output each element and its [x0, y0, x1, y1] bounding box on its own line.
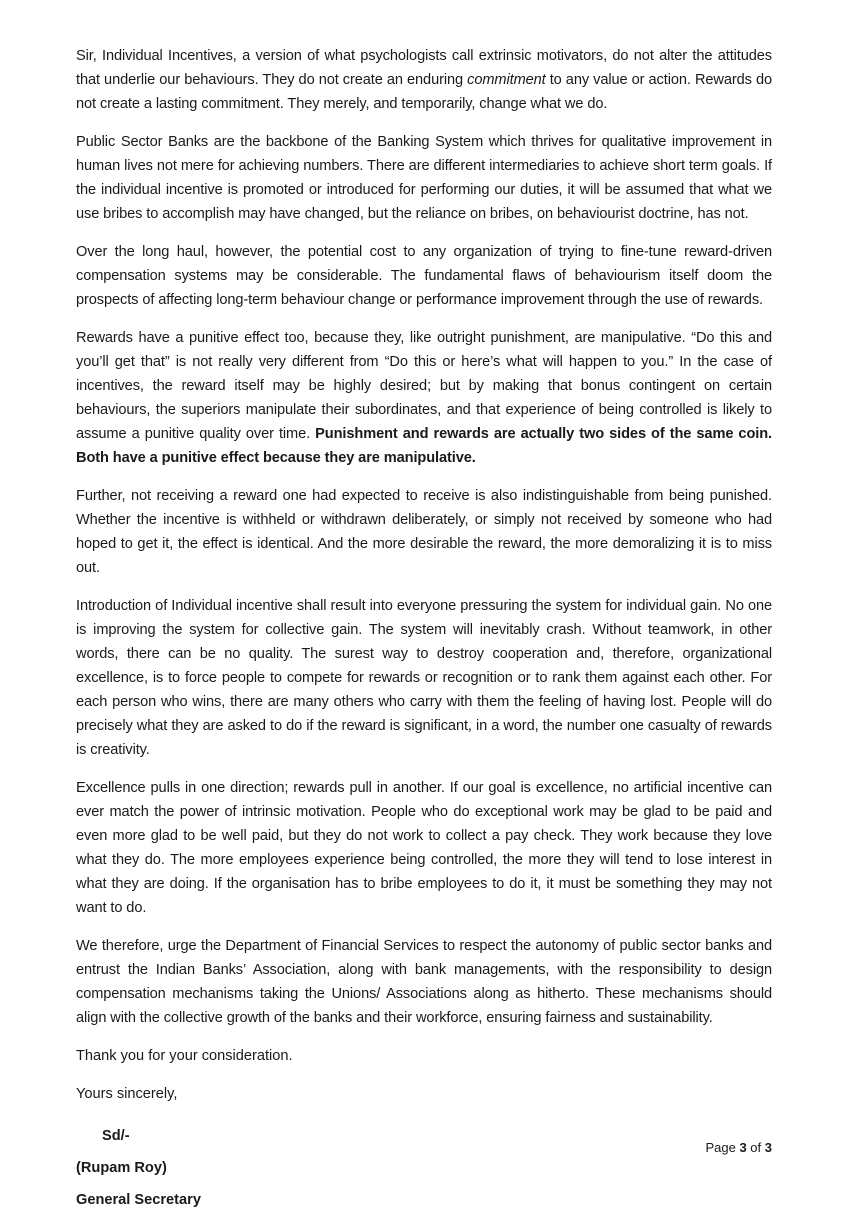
paragraph [76, 326, 772, 470]
paragraphs-container [76, 44, 772, 1030]
paragraph-text: Rewards have a punitive effect too, because they, like outright punishment, are manipulative. “Do this and you’ll get that” is not really very different from “Do this or here’s what will happen to you.” In the case of incentives, the reward itself may be highly desired; but by making that bonus contingent on certain behaviours, the superiors manipulate their subordinates, and that experience of being controlled is likely to assume a punitive quality over time. [76, 330, 772, 442]
paragraph [76, 130, 772, 226]
paragraph-text: to any value or action. Rewards do not create a lasting commitment. They merely, and temporarily, change what we do. [76, 72, 772, 112]
paragraph-text-italic: commitment [467, 72, 546, 88]
paragraph [76, 776, 772, 920]
page-total: 3 [764, 1140, 772, 1155]
paragraph-text: Sir, Individual Incentives, a version of what psychologists call extrinsic motivators, do not alter the attitudes that underlie our behaviours. They do not create an enduring [76, 48, 772, 88]
paragraph-text: We therefore, urge the Department of Financial Services to respect the autonomy of public sector banks and entrust the Indian Banks’ Association, along with bank managements, with the responsibility to design compensation mechanisms taking the Unions/ Associations along as hitherto. These mechanisms should align with the collective growth of the banks and their workforce, ensuring fairness and sustainability. [76, 938, 772, 1026]
page-number [705, 1140, 772, 1155]
letter-body [76, 44, 772, 1222]
paragraph-text-bold: Punishment and rewards are actually two sides of the same coin. Both have a punitive effect because they are manipulative. [76, 426, 772, 466]
page-label: Page [705, 1140, 736, 1155]
paragraph-text: Introduction of Individual incentive shall result into everyone pressuring the system for individual gain. No one is improving the system for collective gain. The system will inevitably crash. Without teamwork, in other words, there can be no quality. The surest way to destroy cooperation and, therefore, organizational excellence, is to force people to compete for rewards or recognition or to rank them against each other. For each person who wins, there are many others who carry with them the feeling of having lost. People will do precisely what they are asked to do if the reward is significant, in a word, the number one casualty of rewards is creativity. [76, 598, 772, 758]
paragraph-text: Public Sector Banks are the backbone of the Banking System which thrives for qualitative improvement in human lives not mere for achieving numbers. There are different intermediaries to achieve short term goals. If the individual incentive is promoted or introduced for performing our duties, it will be assumed that what we use bribes to accomplish may have changed, but the reliance on bribes, on behaviourist doctrine, has not. [76, 134, 772, 222]
paragraph-text: Over the long haul, however, the potential cost to any organization of trying to fine-tune reward-driven compensation systems may be considerable. The fundamental flaws of behaviourism itself doom the prospects of affecting long-term behaviour change or performance improvement through the use of rewards. [76, 244, 772, 308]
signatory-designation: General Secretary [76, 1192, 201, 1208]
salutation: Yours sincerely, [76, 1086, 178, 1102]
paragraph-text: Excellence pulls in one direction; rewards pull in another. If our goal is excellence, no artificial incentive can ever match the power of intrinsic motivation. People who do exceptional work may be glad to be paid and even more glad to be well paid, but they do not work to collect a pay check. They work because they love what they do. The more employees experience being controlled, the more they will tend to lose interest in what they are doing. If the organisation has to bribe employees to do it, it must be something they may not want to do. [76, 780, 772, 916]
paragraph-text: Further, not receiving a reward one had expected to receive is also indistinguishable from being punished. Whether the incentive is withheld or withdrawn deliberately, or simply not received by someone who had hoped to get it, the effect is identical. And the more desirable the reward, the more demoralizing it is to miss out. [76, 488, 772, 576]
page-of-label: of [750, 1140, 762, 1155]
page-current: 3 [739, 1140, 747, 1155]
signatory-name: (Rupam Roy) [76, 1160, 167, 1176]
paragraph [76, 44, 772, 116]
paragraph [76, 240, 772, 312]
signature-mark: Sd/- [102, 1128, 130, 1144]
thanks-line: Thank you for your consideration. [76, 1048, 293, 1064]
paragraph [76, 484, 772, 580]
paragraph [76, 594, 772, 762]
paragraph [76, 934, 772, 1030]
